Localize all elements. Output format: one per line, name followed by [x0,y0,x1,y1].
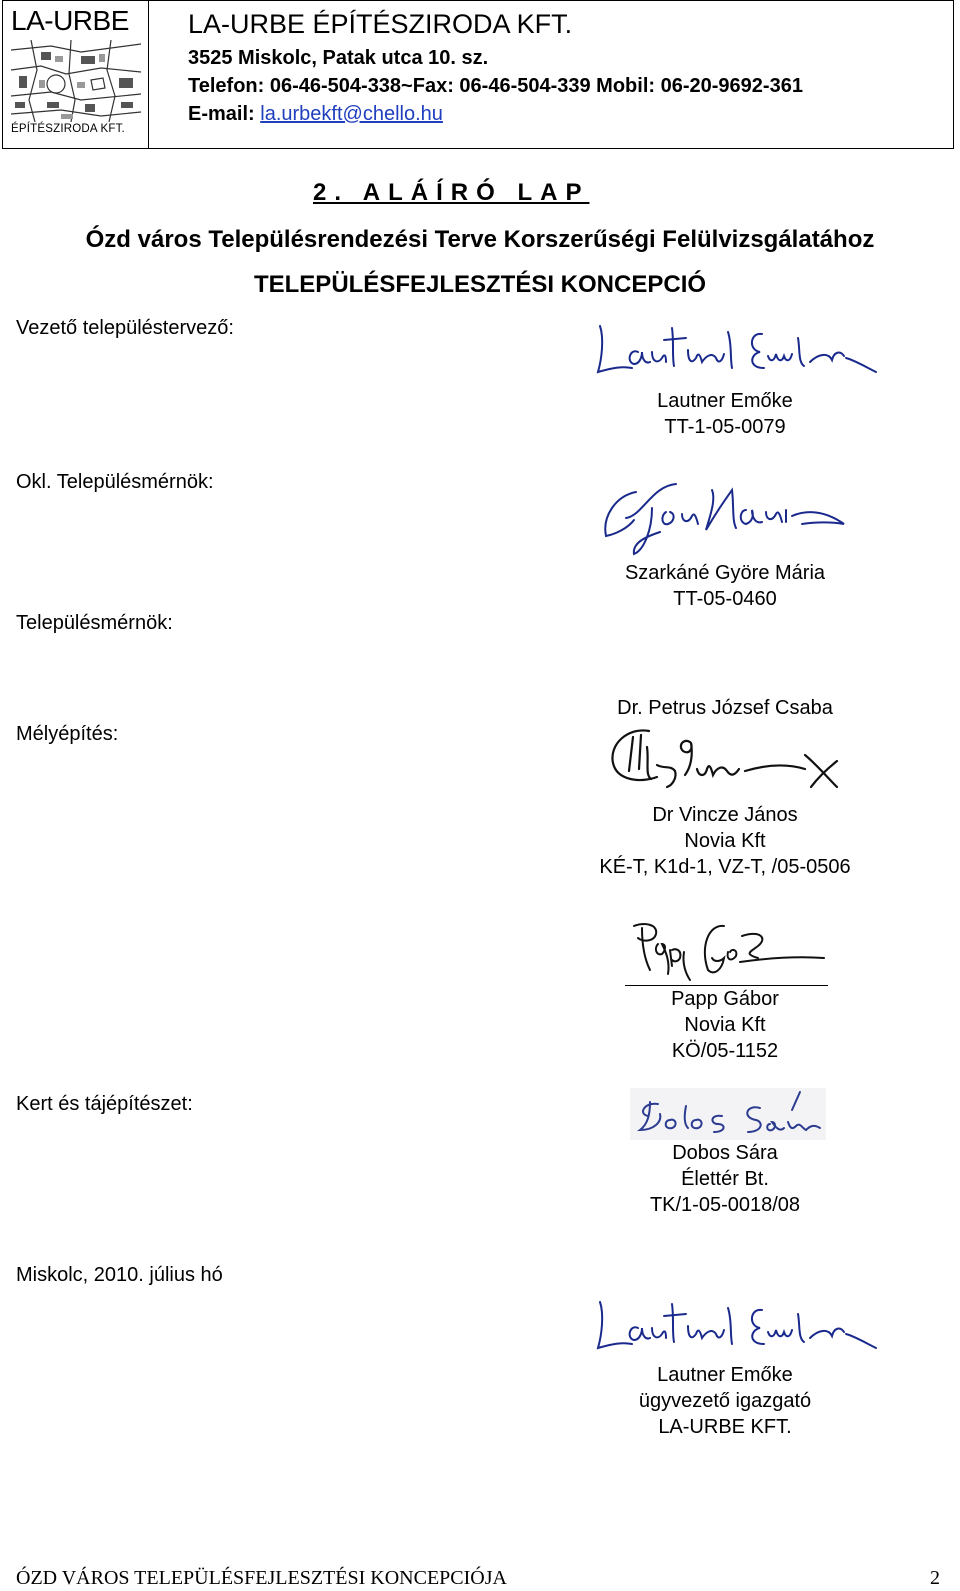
signatory-name: Dr. Petrus József Csaba [617,697,833,719]
email-label: E-mail: [188,103,261,125]
signatory-id: TT-1-05-0079 [664,416,786,438]
logo-subtitle: ÉPÍTÉSZIRODA KFT. [11,123,125,135]
document-subtitle: Ózd város Településrendezési Terve Korszerűségi Felülvizsgálatához [85,226,875,253]
document-heading: TELEPÜLÉSFEJLESZTÉSI KONCEPCIÓ [253,271,707,298]
role-engineer: Településmérnök: [16,612,173,634]
signatory-name: Szarkáné Györe Mária [624,562,826,584]
signatory-company: Novia Kft [684,830,766,852]
signatory-name: Lautner Emőke [657,1364,793,1386]
signature-vincze-icon [605,725,845,793]
signatory-name: Papp Gábor [671,988,779,1010]
firm-name: LA-URBE ÉPÍTÉSZIRODA KFT. [188,9,573,39]
role-landscape: Kert és tájépítészet: [16,1093,193,1115]
firm-address: 3525 Miskolc, Patak utca 10. sz. [188,47,489,69]
firm-email-line [188,101,443,127]
signatory-company: Novia Kft [684,1014,766,1036]
signature-papp-icon [628,918,828,982]
signature-dobos-icon [630,1088,826,1140]
signatory-name: Lautner Emőke [657,390,793,412]
logo-title: LA-URBE [11,5,129,36]
signature-lautner-final-icon [592,1294,882,1356]
logo-map-icon [11,40,141,122]
signatory-name: Dobos Sára [672,1142,778,1164]
signature-lautner-icon [592,318,882,380]
document-title: 2. ALÁÍRÓ LAP [313,179,590,206]
signatory-position: ügyvezető igazgató [638,1390,812,1412]
signatory-name: Dr Vincze János [652,804,798,826]
email-link[interactable]: la.urbekft@chello.hu [260,103,443,125]
place-date: Miskolc, 2010. július hó [16,1264,223,1286]
page-number: 2 [930,1567,940,1589]
signatory-id: KÉ-T, K1d-1, VZ-T, /05-0506 [599,856,851,878]
role-civil: Mélyépítés: [16,723,119,745]
role-lead-planner: Vezető településtervező: [16,317,234,339]
signatory-id: TT-05-0460 [673,588,777,610]
signatory-id: KÖ/05-1152 [671,1040,779,1062]
signatory-id: TK/1-05-0018/08 [649,1194,801,1216]
signatory-company: Élettér Bt. [681,1168,769,1190]
signature-gyore-icon [596,476,852,556]
footer-title: ÓZD VÁROS TELEPÜLÉSFEJLESZTÉSI KONCEPCIÓJA [16,1567,507,1589]
role-chief-engineer: Okl. Településmérnök: [16,471,214,493]
firm-phone: Telefon: 06-46-504-338~Fax: 06-46-504-339 Mobil: 06-20-9692-361 [188,75,803,97]
signatory-company: LA-URBE KFT. [658,1416,792,1438]
company-logo [2,0,149,149]
